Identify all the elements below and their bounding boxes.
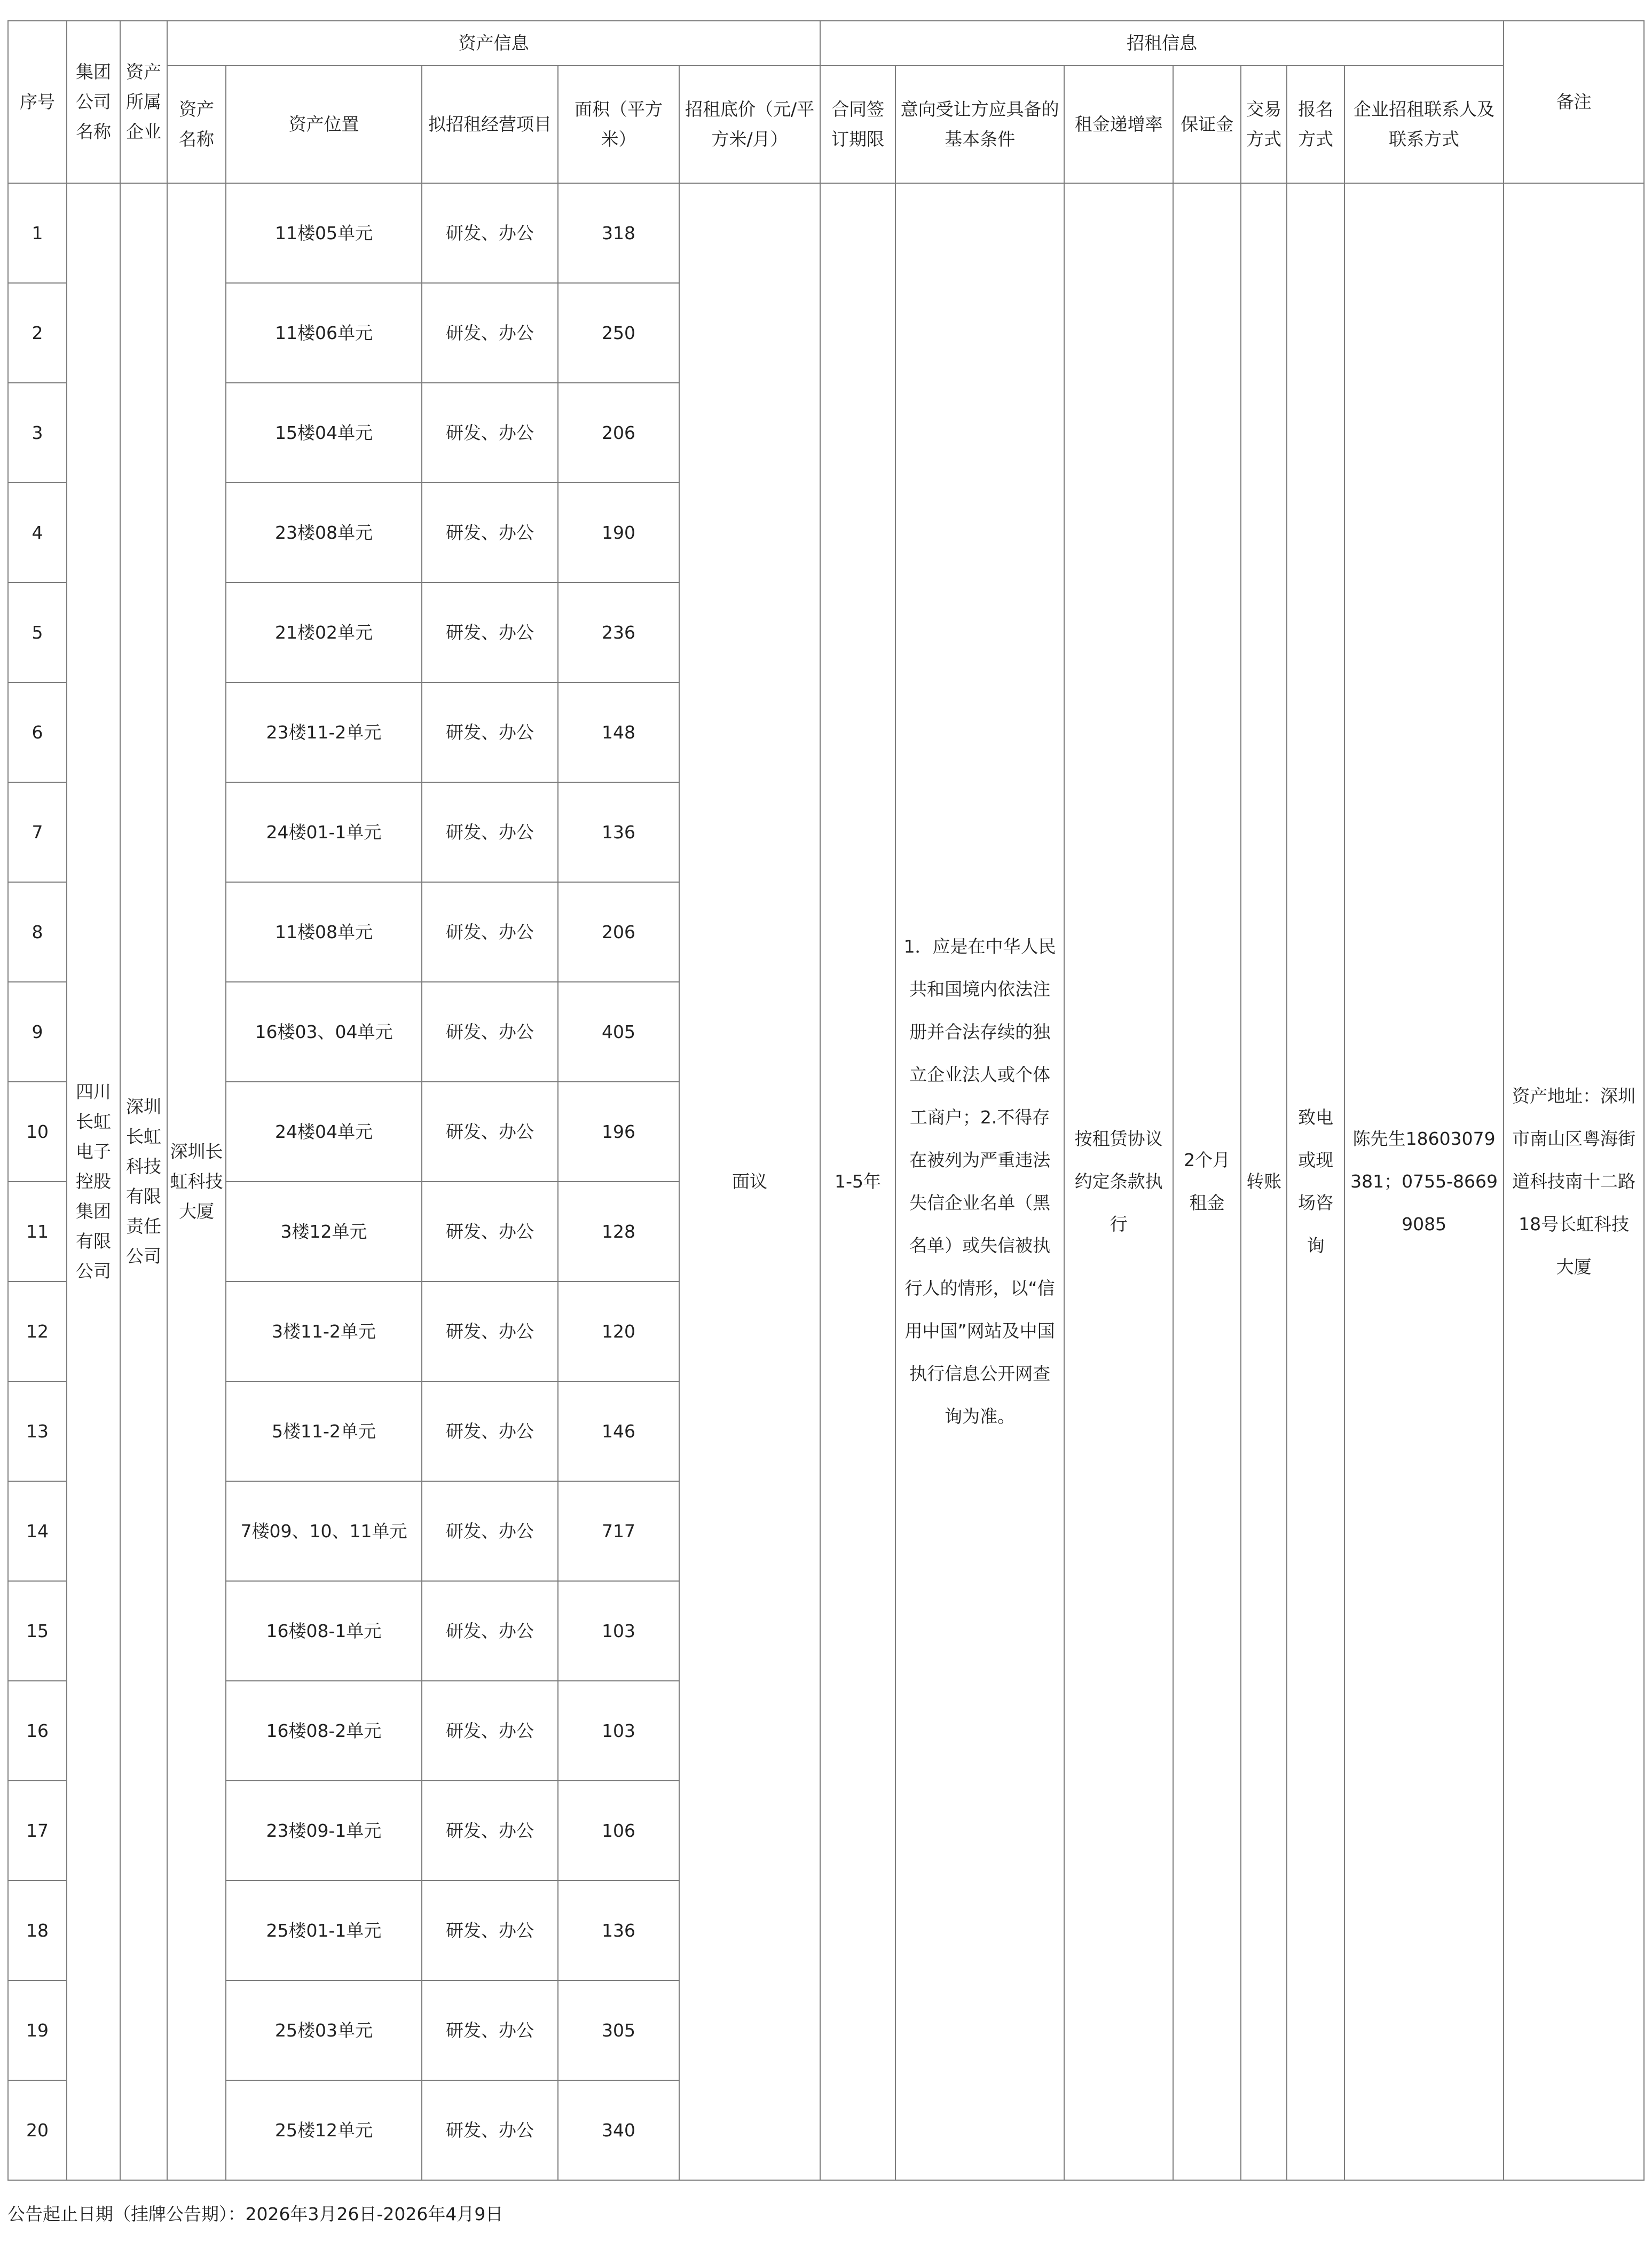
row-area: 148 [558,682,679,782]
trade-method-cell: 转账 [1241,183,1287,2180]
row-business: 研发、办公 [422,882,558,982]
row-area: 236 [558,583,679,682]
row-business: 研发、办公 [422,682,558,782]
row-area: 206 [558,882,679,982]
row-area: 103 [558,1581,679,1681]
row-location: 16楼08-2单元 [226,1681,422,1781]
row-location: 3楼12单元 [226,1182,422,1281]
row-location: 23楼11-2单元 [226,682,422,782]
row-location: 24楼04单元 [226,1082,422,1182]
row-business: 研发、办公 [422,982,558,1082]
header-contract-term: 合同签订期限 [820,66,895,183]
row-area: 190 [558,483,679,583]
row-seq: 18 [8,1881,67,1980]
row-business: 研发、办公 [422,483,558,583]
header-area: 面积（平方米） [558,66,679,183]
row-seq: 10 [8,1082,67,1182]
header-asset-info: 资产信息 [167,21,820,66]
row-area: 106 [558,1781,679,1881]
header-base-price: 招租底价（元/平方米/月） [679,66,820,183]
row-area: 717 [558,1481,679,1581]
row-area: 103 [558,1681,679,1781]
row-location: 25楼12单元 [226,2080,422,2180]
row-seq: 13 [8,1381,67,1481]
row-business: 研发、办公 [422,583,558,682]
row-business: 研发、办公 [422,1082,558,1182]
row-location: 3楼11-2单元 [226,1281,422,1381]
contract-term-cell: 1-5年 [820,183,895,2180]
row-location: 5楼11-2单元 [226,1381,422,1481]
row-location: 11楼06单元 [226,283,422,383]
row-business: 研发、办公 [422,1581,558,1681]
row-location: 23楼09-1单元 [226,1781,422,1881]
row-business: 研发、办公 [422,1681,558,1781]
header-asset-owner: 资产所属企业 [120,21,167,183]
row-seq: 5 [8,583,67,682]
header-seq: 序号 [8,21,67,183]
row-seq: 9 [8,982,67,1082]
row-seq: 17 [8,1781,67,1881]
header-asset-name: 资产名称 [167,66,226,183]
row-business: 研发、办公 [422,1980,558,2080]
row-location: 16楼03、04单元 [226,982,422,1082]
row-location: 23楼08单元 [226,483,422,583]
row-area: 120 [558,1281,679,1381]
header-asset-location: 资产位置 [226,66,422,183]
row-location: 15楼04单元 [226,383,422,483]
row-seq: 12 [8,1281,67,1381]
row-seq: 2 [8,283,67,383]
row-business: 研发、办公 [422,183,558,283]
header-business: 拟招租经营项目 [422,66,558,183]
row-area: 206 [558,383,679,483]
row-seq: 3 [8,383,67,483]
header-deposit: 保证金 [1173,66,1241,183]
row-business: 研发、办公 [422,283,558,383]
row-seq: 7 [8,782,67,882]
row-area: 128 [558,1182,679,1281]
asset-owner-cell: 深圳长虹科技有限责任公司 [120,183,167,2180]
header-rent-increase: 租金递增率 [1064,66,1173,183]
header-trade-method: 交易方式 [1241,66,1287,183]
conditions-cell: 1．应是在中华人民共和国境内依法注册并合法存续的独立企业法人或个体工商户；2.不得存在被列为严重违法失信企业名单（黑名单）或失信被执行人的情形，以“信用中国”网站及中国执行信息公开网查询为准。 [895,183,1064,2180]
header-signup-method: 报名方式 [1287,66,1344,183]
row-location: 11楼05单元 [226,183,422,283]
row-area: 146 [558,1381,679,1481]
row-business: 研发、办公 [422,1481,558,1581]
row-area: 340 [558,2080,679,2180]
row-area: 136 [558,782,679,882]
header-conditions: 意向受让方应具备的基本条件 [895,66,1064,183]
row-location: 25楼01-1单元 [226,1881,422,1980]
row-business: 研发、办公 [422,2080,558,2180]
table-row [8,183,1644,283]
row-seq: 8 [8,882,67,982]
row-business: 研发、办公 [422,1281,558,1381]
row-seq: 15 [8,1581,67,1681]
row-seq: 20 [8,2080,67,2180]
row-location: 16楼08-1单元 [226,1581,422,1681]
header-contact: 企业招租联系人及联系方式 [1344,66,1504,183]
contact-cell: 陈先生18603079381；0755-86699085 [1344,183,1504,2180]
asset-name-cell: 深圳长虹科技大厦 [167,183,226,2180]
header-remarks: 备注 [1504,21,1644,183]
row-location: 11楼08单元 [226,882,422,982]
row-location: 7楼09、10、11单元 [226,1481,422,1581]
row-seq: 4 [8,483,67,583]
row-seq: 16 [8,1681,67,1781]
row-location: 24楼01-1单元 [226,782,422,882]
row-area: 405 [558,982,679,1082]
deposit-cell: 2个月租金 [1173,183,1241,2180]
row-area: 318 [558,183,679,283]
row-business: 研发、办公 [422,1381,558,1481]
base-price-cell: 面议 [679,183,820,2180]
row-area: 305 [558,1980,679,2080]
row-business: 研发、办公 [422,782,558,882]
row-area: 136 [558,1881,679,1980]
group-company-cell: 四川长虹电子控股集团有限公司 [67,183,120,2180]
row-business: 研发、办公 [422,1781,558,1881]
row-seq: 14 [8,1481,67,1581]
row-location: 21楼02单元 [226,583,422,682]
signup-method-cell: 致电或现场咨询 [1287,183,1344,2180]
row-location: 25楼03单元 [226,1980,422,2080]
header-lease-info: 招租信息 [820,21,1504,66]
row-seq: 19 [8,1980,67,2080]
row-business: 研发、办公 [422,383,558,483]
announcement-period: 公告起止日期（挂牌公告期）：2026年3月26日-2026年4月9日 [7,2204,504,2224]
row-seq: 11 [8,1182,67,1281]
rent-increase-cell: 按租赁协议约定条款执行 [1064,183,1173,2180]
row-area: 196 [558,1082,679,1182]
lease-table [7,20,1645,2181]
header-group-company: 集团公司名称 [67,21,120,183]
row-business: 研发、办公 [422,1182,558,1281]
row-area: 250 [558,283,679,383]
row-seq: 1 [8,183,67,283]
remarks-cell: 资产地址：深圳市南山区粤海街道科技南十二路18号长虹科技大厦 [1504,183,1644,2180]
row-business: 研发、办公 [422,1881,558,1980]
row-seq: 6 [8,682,67,782]
